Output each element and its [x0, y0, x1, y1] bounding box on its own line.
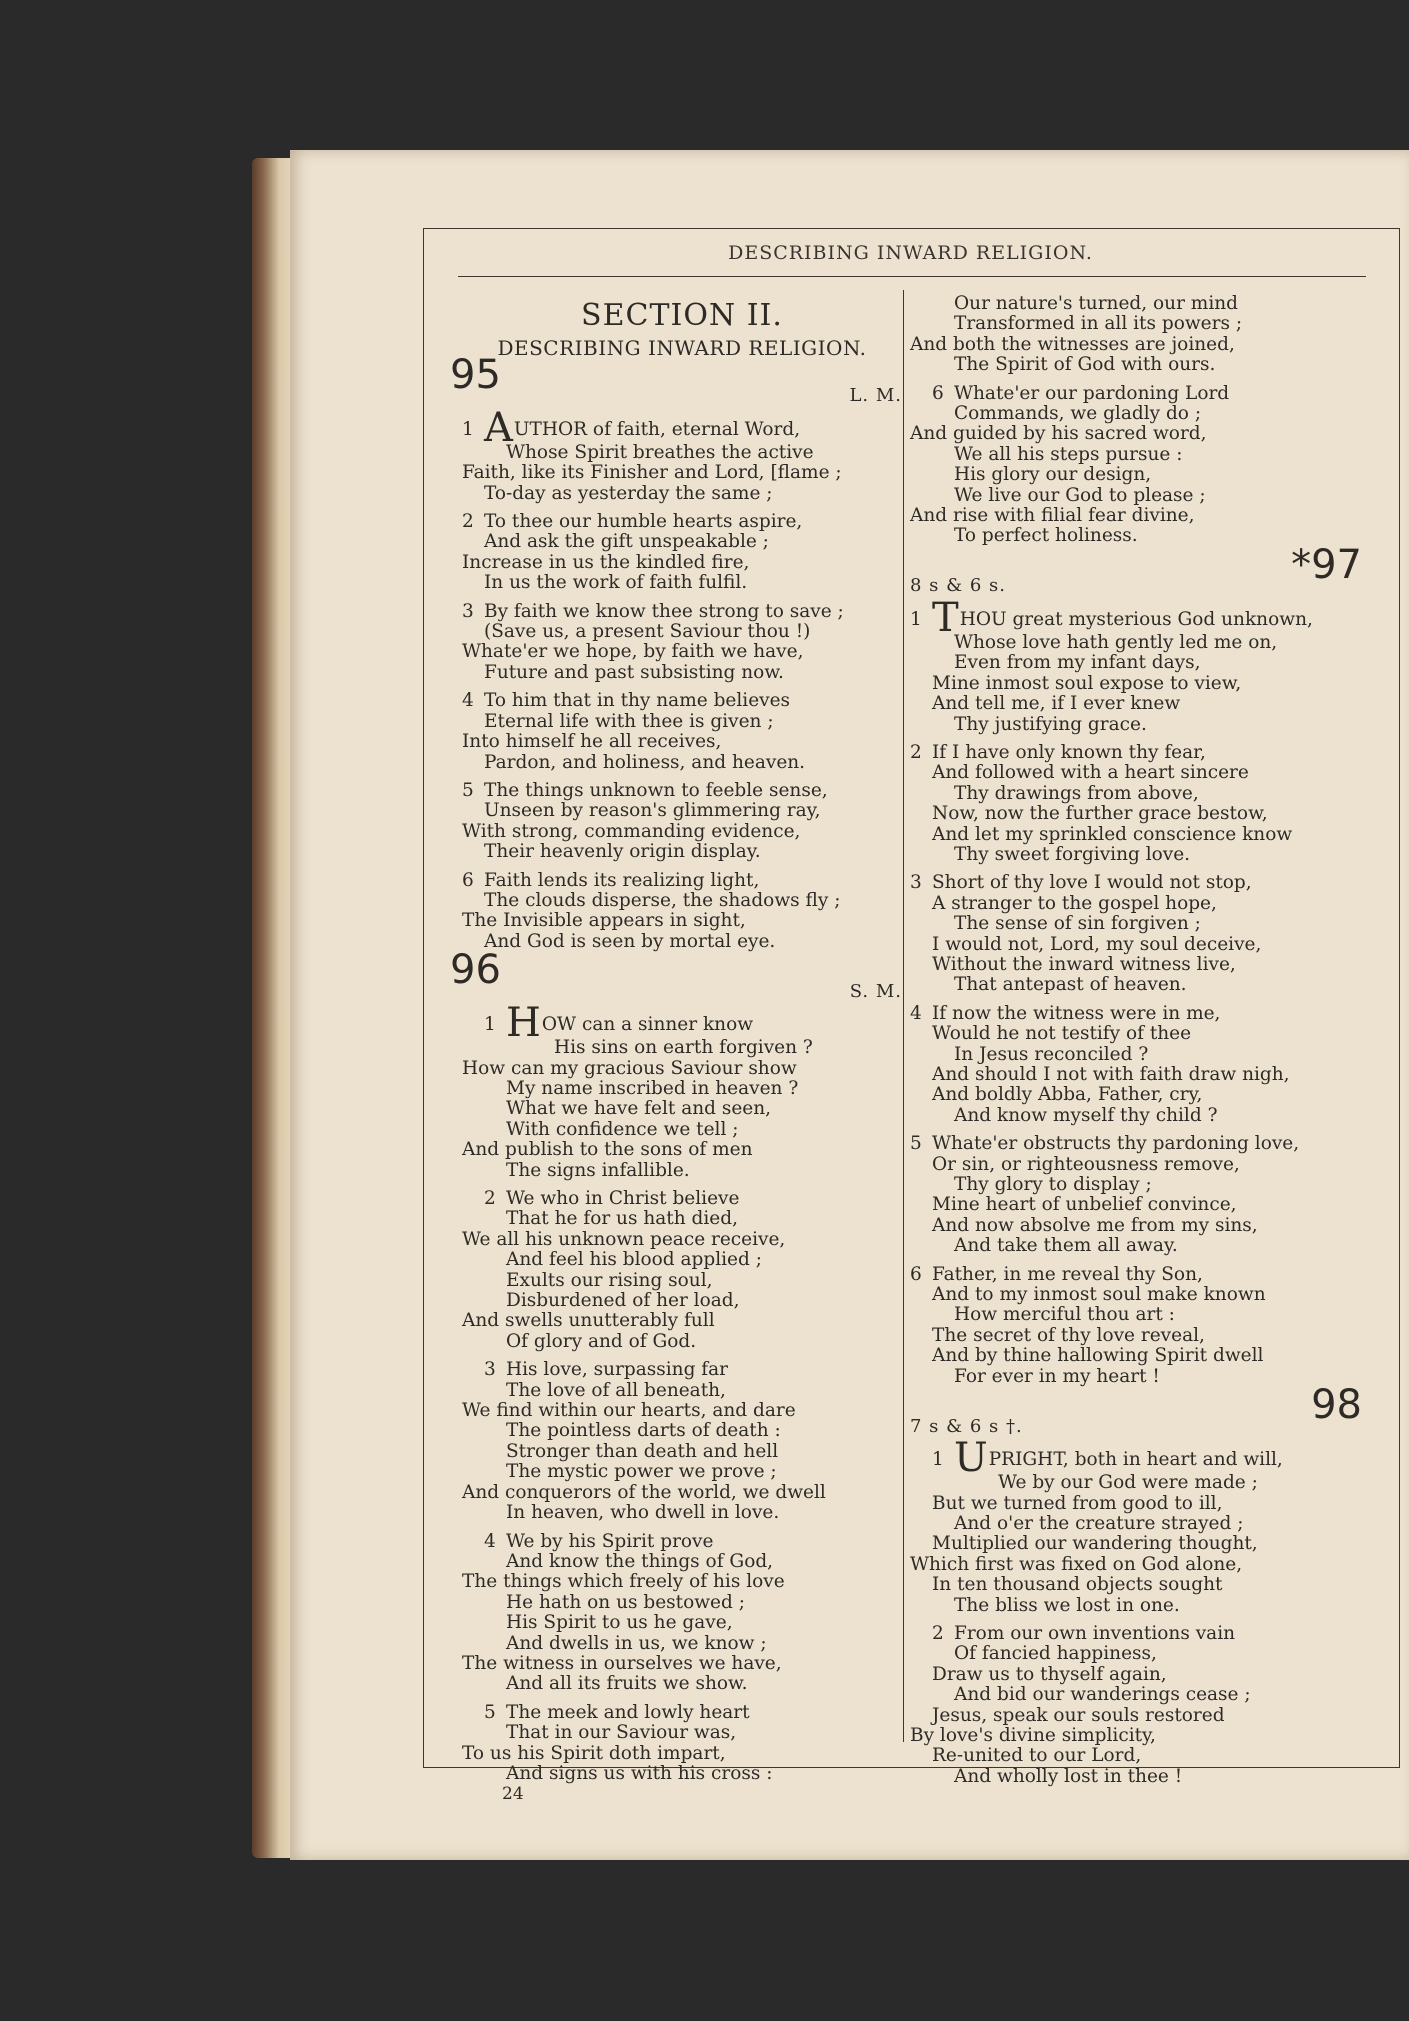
verse-line: We by our God were made ;: [998, 1472, 1258, 1494]
verse-line: The witness in ourselves we have,: [462, 1652, 782, 1674]
verse-line: Mine inmost soul expose to view,: [932, 672, 1242, 694]
verse-line: Would he not testify of thee: [932, 1023, 1192, 1045]
verse-line: We live our God to please ;: [954, 484, 1206, 506]
header-rule: [458, 276, 1366, 277]
hymn-95-verse-6: [462, 871, 902, 953]
verse-line: In Jesus reconciled ?: [954, 1043, 1149, 1065]
verse-number: 1: [484, 1014, 496, 1036]
verse-line: PRIGHT, both in heart and will,: [988, 1449, 1283, 1471]
verse-line: How can my gracious Saviour show: [462, 1057, 797, 1079]
verse-line: For ever in my heart !: [954, 1365, 1160, 1387]
hymn-95-verse-2: [462, 512, 902, 594]
verse-line: Which first was fixed on God alone,: [910, 1553, 1243, 1575]
verse-number: 3: [910, 872, 922, 894]
verse-line: Whate'er we hope, by faith we have,: [462, 641, 804, 663]
verse-line: Whate'er our pardoning Lord: [954, 382, 1230, 404]
verse-line: But we turned from good to ill,: [932, 1492, 1223, 1514]
verse-number: 3: [484, 1359, 496, 1381]
verse-line: And know myself thy child ?: [954, 1104, 1218, 1126]
verse-line: And both the witnesses are joined,: [910, 333, 1235, 355]
verse-line: And guided by his sacred word,: [910, 423, 1207, 445]
verse-number: 2: [910, 741, 922, 763]
verse-line: His sins on earth forgiven ?: [554, 1037, 813, 1059]
hymn-95-verse-1: [462, 404, 902, 504]
right-column: [910, 292, 1362, 1795]
verse-number: 5: [484, 1701, 496, 1723]
hymn-96-verse-3: [462, 1360, 902, 1523]
verse-line: To thee our humble hearts aspire,: [484, 511, 803, 533]
verse-number: 1: [932, 1449, 944, 1471]
verse-line: By faith we know thee strong to save ;: [484, 600, 844, 622]
verse-line: The meek and lowly heart: [506, 1701, 750, 1723]
verse-line: That he for us hath died,: [506, 1208, 738, 1230]
hymn-number: *97: [1291, 541, 1362, 588]
verse-number: 3: [462, 600, 474, 622]
verse-line: And dwells in us, we know ;: [506, 1632, 767, 1654]
verse-number: 4: [484, 1530, 496, 1552]
verse-number: 1: [462, 418, 474, 440]
verse-line: Commands, we gladly do ;: [954, 403, 1202, 425]
section-title: SECTION II.: [581, 298, 783, 333]
verse-line: From our own inventions vain: [954, 1622, 1236, 1644]
verse-line: And conquerors of the world, we dwell: [462, 1481, 826, 1503]
verse-line: The things unknown to feeble sense,: [484, 779, 828, 801]
hymn-97-verse-3: [910, 873, 1358, 995]
verse-line: If I have only known thy fear,: [932, 741, 1206, 763]
verse-line: Thy glory to display ;: [954, 1174, 1152, 1196]
verse-line: Exults our rising soul,: [506, 1269, 713, 1291]
verse-line: If now the witness were in me,: [932, 1002, 1221, 1024]
verse-line: Now, now the further grace bestow,: [932, 803, 1268, 825]
verse-line: Or sin, or righteousness remove,: [932, 1153, 1240, 1175]
verse-line: And publish to the sons of men: [462, 1139, 753, 1161]
verse-number: 6: [932, 382, 944, 404]
verse-line: Jesus, speak our souls restored: [932, 1704, 1225, 1726]
verse-line: Father, in me reveal thy Son,: [932, 1263, 1203, 1285]
verse-line: With strong, commanding evidence,: [462, 820, 801, 842]
verse-line: Mine heart of unbelief convince,: [932, 1194, 1237, 1216]
verse-line: Draw us to thyself again,: [932, 1663, 1167, 1685]
verse-line: And should I not with faith draw nigh,: [932, 1064, 1290, 1085]
verse-line: That in our Saviour was,: [506, 1722, 737, 1744]
verse-line: Short of thy love I would not stop,: [932, 872, 1252, 894]
verse-number: 4: [462, 690, 474, 712]
verse-line: In heaven, who dwell in love.: [506, 1502, 780, 1524]
verse-line: Pardon, and holiness, and heaven.: [484, 751, 806, 773]
verse-number: 2: [484, 1188, 496, 1209]
verse-line: By love's divine simplicity,: [910, 1724, 1156, 1746]
verse-line: Faith, like its Finisher and Lord, [flame ;: [462, 462, 842, 484]
verse-line: The Invisible appears in sight,: [462, 910, 746, 932]
verse-line: I would not, Lord, my soul deceive,: [932, 933, 1262, 955]
verse-line: Thy justifying grace.: [954, 713, 1147, 735]
verse-line: A stranger to the gospel hope,: [932, 892, 1217, 914]
verse-line: The sense of sin forgiven ;: [954, 913, 1201, 935]
verse-number: 6: [462, 869, 474, 891]
verse-line: And bid our wanderings cease ;: [954, 1684, 1251, 1706]
verse-line: We all his steps pursue :: [954, 443, 1183, 465]
verse-line: That antepast of heaven.: [954, 974, 1187, 996]
verse-line: His glory our design,: [954, 464, 1152, 486]
drop-cap: H: [506, 1000, 541, 1047]
verse-line: Thy sweet forgiving love.: [954, 843, 1191, 865]
verse-line: And all its fruits we show.: [506, 1673, 748, 1695]
hymn-97-verse-6: [910, 1265, 1358, 1387]
verse-line: And now absolve me from my sins,: [932, 1214, 1258, 1236]
verse-line: In us the work of faith fulfil.: [484, 572, 748, 594]
verse-line: Whose love hath gently led me on,: [954, 631, 1278, 653]
hymn-number: 96: [450, 947, 501, 994]
hymn-98-header: [910, 1382, 1362, 1441]
verse-line: And swells unutterably full: [462, 1310, 715, 1332]
verse-line: And know the things of God,: [506, 1550, 774, 1572]
verse-number: 2: [462, 511, 474, 533]
hymn-number: 95: [450, 351, 501, 398]
hymn-97-verse-2: [910, 743, 1358, 865]
verse-line: Into himself he all receives,: [462, 731, 722, 753]
drop-cap: A: [484, 404, 513, 451]
drop-cap: U: [954, 1435, 988, 1482]
verse-line: The bliss we lost in one.: [954, 1594, 1180, 1616]
verse-line: Increase in us the kindled fire,: [462, 551, 750, 573]
verse-line: And followed with a heart sincere: [932, 762, 1249, 784]
section-subtitle: DESCRIBING INWARD RELIGION.: [497, 336, 867, 361]
verse-line: To us his Spirit doth impart,: [462, 1742, 726, 1764]
hymn-97-verse-5: [910, 1134, 1358, 1256]
verse-number: 5: [910, 1133, 922, 1155]
verse-line: Even from my infant days,: [954, 652, 1201, 674]
hymn-97-verse-1: [910, 594, 1358, 735]
column-divider: [903, 290, 904, 1742]
verse-line: The mystic power we prove ;: [506, 1461, 777, 1483]
hymn-96-verse-2: [462, 1189, 902, 1352]
verse-line: The love of all beneath,: [506, 1379, 726, 1401]
verse-line: Disburdened of her load,: [506, 1290, 740, 1312]
hymn-95-verse-3: [462, 602, 902, 684]
verse-line: Faith lends its realizing light,: [484, 869, 760, 891]
verse-line: The clouds disperse, the shadows fly ;: [484, 889, 841, 911]
verse-line: Without the inward witness live,: [932, 953, 1236, 975]
verse-line: The signs infallible.: [506, 1159, 690, 1181]
verse-number: 5: [462, 779, 474, 801]
hymn-97-verse-4: [910, 1004, 1358, 1126]
verse-line: My name inscribed in heaven ?: [506, 1077, 799, 1099]
verse-line: His Spirit to us he gave,: [506, 1612, 733, 1634]
verse-line: Whose Spirit breathes the active: [506, 441, 814, 463]
verse-number: 6: [910, 1263, 922, 1285]
verse-number: 4: [910, 1002, 922, 1024]
verse-line: Future and past subsisting now.: [484, 661, 784, 683]
hymn-96-verse-5: [462, 1703, 902, 1805]
verse-line: And wholly lost in thee !: [954, 1765, 1183, 1787]
hymn-95-header: [450, 351, 902, 411]
verse-line: UTHOR of faith, eternal Word,: [513, 418, 801, 440]
hymn-96-verse-6: [910, 384, 1358, 547]
verse-line: How merciful thou art :: [954, 1304, 1175, 1326]
hymn-meter: L. M.: [849, 385, 902, 407]
verse-line: We by his Spirit prove: [506, 1530, 714, 1552]
drop-cap: T: [932, 594, 959, 641]
verse-number: 2: [932, 1622, 944, 1644]
verse-line: The things which freely of his love: [462, 1571, 785, 1593]
verse-line: Our nature's turned, our mind: [954, 293, 1239, 314]
hymn-number: 98: [1311, 1382, 1362, 1429]
verse-line: Eternal life with thee is given ;: [484, 710, 774, 732]
verse-line: Their heavenly origin display.: [484, 841, 761, 863]
hymn-96-verse-1: [462, 1000, 902, 1181]
verse-line: Of glory and of God.: [506, 1330, 697, 1352]
verse-line: Unseen by reason's glimmering ray,: [484, 800, 821, 822]
verse-line: Of fancied happiness,: [954, 1643, 1157, 1665]
verse-line: The Spirit of God with ours.: [954, 354, 1216, 376]
verse-line: His love, surpassing far: [506, 1359, 729, 1381]
verse-line: And to my inmost soul make known: [932, 1284, 1266, 1306]
hymn-meter: S. M.: [849, 980, 902, 1002]
running-head: DESCRIBING INWARD RELIGION.: [728, 242, 1093, 264]
verse-line: And take them all away.: [954, 1235, 1178, 1257]
hymn-95-verse-5: [462, 781, 902, 863]
verse-line: Stronger than death and hell: [506, 1440, 779, 1462]
hymn-meter: 8 s & 6 s.: [910, 575, 1007, 597]
verse-line: He hath on us bestowed ;: [506, 1591, 745, 1613]
verse-line: We all his unknown peace receive,: [462, 1228, 786, 1250]
hymn-97-header: [910, 541, 1362, 601]
hymn-98-verse-1: [910, 1435, 1358, 1616]
verse-line: The pointless darts of death :: [506, 1420, 781, 1442]
verse-number: 1: [910, 608, 922, 630]
hymn-96-verse-5-continued: [910, 294, 1358, 376]
verse-line: And let my sprinkled conscience know: [932, 823, 1293, 845]
hymn-96-header: [450, 947, 902, 1006]
verse-line: And tell me, if I ever knew: [932, 693, 1181, 715]
verse-line: To perfect holiness.: [954, 525, 1138, 547]
verse-line: OW can a sinner know: [541, 1014, 754, 1036]
verse-line: To-day as yesterday the same ;: [484, 482, 773, 504]
verse-line: And ask the gift unspeakable ;: [484, 531, 769, 553]
verse-line: And boldly Abba, Father, cry,: [932, 1084, 1203, 1106]
verse-line: (Save us, a present Saviour thou !): [484, 621, 811, 643]
verse-line: The secret of thy love reveal,: [932, 1324, 1205, 1346]
verse-line: We who in Christ believe: [506, 1188, 740, 1209]
hymn-98-verse-2: [910, 1624, 1358, 1787]
verse-line: Thy drawings from above,: [954, 782, 1199, 804]
verse-line: And o'er the creature strayed ;: [954, 1512, 1244, 1534]
verse-line: In ten thousand objects sought: [932, 1574, 1223, 1596]
verse-line: To him that in thy name believes: [484, 690, 791, 712]
verse-line: We find within our hearts, and dare: [462, 1400, 796, 1422]
verse-line: And signs us with his cross :: [506, 1762, 773, 1784]
verse-line: And by thine hallowing Spirit dwell: [932, 1345, 1264, 1367]
verse-line: Transformed in all its powers ;: [954, 313, 1243, 335]
verse-line: HOU great mysterious God unknown,: [959, 608, 1313, 630]
verse-line: And feel his blood applied ;: [506, 1249, 762, 1271]
verse-line: What we have felt and seen,: [506, 1098, 772, 1120]
hymn-95-verse-4: [462, 691, 902, 773]
verse-line: And God is seen by mortal eye.: [484, 930, 776, 952]
verse-line: And rise with filial fear divine,: [910, 505, 1195, 527]
verse-line: Whate'er obstructs thy pardoning love,: [932, 1133, 1300, 1155]
hymn-meter: 7 s & 6 s †.: [910, 1415, 1023, 1437]
page-number: 24: [502, 1784, 524, 1805]
hymn-96-verse-4: [462, 1532, 902, 1695]
verse-line: Re-united to our Lord,: [932, 1745, 1142, 1767]
left-column: [450, 298, 902, 1813]
verse-line: With confidence we tell ;: [506, 1118, 739, 1140]
verse-line: Multiplied our wandering thought,: [932, 1533, 1258, 1555]
